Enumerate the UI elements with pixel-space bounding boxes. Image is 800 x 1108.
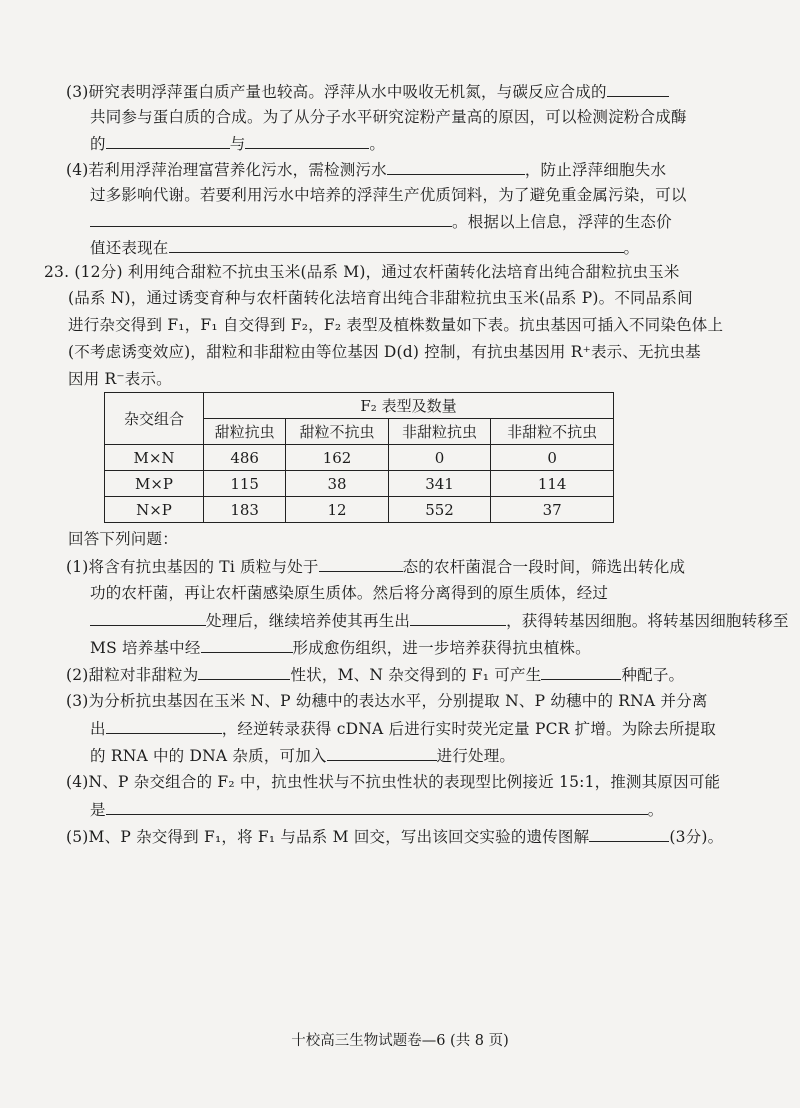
answer-intro: 回答下列问题： — [68, 530, 178, 548]
f2-phenotype-table — [104, 392, 614, 523]
q22-part3-line3: 的 与 。 — [90, 132, 385, 154]
q23-part4-line1: (4)N、P 杂交组合的 F₂ 中，抗虫性状与不抗虫性状的表现型比例接近 15:1，推测其原因可能 — [66, 773, 721, 791]
table-row: M×P 115 38 341 114 — [105, 471, 614, 497]
q23-part1-line2: 功的农杆菌，再让农杆菌感染原生质体。然后将分离得到的原生质体，经过 — [90, 584, 609, 602]
answer-blank — [106, 798, 648, 815]
answer-blank — [106, 717, 222, 734]
q22-part4-line4: 值还表现在 。 — [90, 236, 639, 258]
answer-blank — [90, 609, 206, 626]
subheader: 非甜粒抗虫 — [388, 419, 491, 445]
q23-stem-line4: (不考虑诱变效应)，甜粒和非甜粒由等位基因 D(d) 控制，有抗虫基因用 R⁺表示、无抗虫基 — [68, 343, 701, 361]
answer-blank — [90, 210, 452, 227]
answer-blank — [201, 636, 293, 653]
table-row: M×N 486 162 0 0 — [105, 445, 614, 471]
table-row: N×P 183 12 552 37 — [105, 497, 614, 523]
answer-blank — [106, 132, 230, 149]
q23-stem-line1: 23. (12分) 利用纯合甜粒不抗虫玉米(品系 M)，通过农杆菌转化法培育出纯合甜粒抗虫玉米 — [44, 263, 680, 281]
q23-part3-line2: 出 ，经逆转录获得 cDNA 后进行实时荧光定量 PCR 扩增。为除去所提取 — [90, 717, 716, 739]
q22-part4-line2: 过多影响代谢。若要利用污水中培养的浮萍生产优质饲料，为了避免重金属污染，可以 — [90, 186, 687, 204]
answer-blank — [589, 825, 669, 842]
q23-part1-line4: MS 培养基中经 形成愈伤组织，进一步培养获得抗虫植株。 — [90, 636, 591, 658]
q23-part5: (5)M、P 杂交得到 F₁，将 F₁ 与品系 M 回交，写出该回交实验的遗传图解 (3分)。 — [66, 825, 723, 847]
answer-blank — [245, 132, 369, 149]
subheader: 甜粒不抗虫 — [286, 419, 389, 445]
answer-blank — [198, 663, 290, 680]
header-cross: 杂交组合 — [105, 393, 204, 445]
q23-part1-line3: 处理后，继续培养使其再生出 ，获得转基因细胞。将转基因细胞转移至 — [90, 609, 789, 631]
q23-part1-line1: (1)将含有抗虫基因的 Ti 质粒与处于 态的农杆菌混合一段时间，筛选出转化成 — [66, 555, 685, 577]
header-f2: F₂ 表型及数量 — [204, 393, 614, 419]
q22-part4-line1: (4)若利用浮萍治理富营养化污水，需检测污水 ，防止浮萍细胞失水 — [66, 158, 666, 180]
q23-part4-line2: 是 。 — [90, 798, 663, 820]
subheader: 甜粒抗虫 — [204, 419, 286, 445]
q22-part3-line1: (3)研究表明浮萍蛋白质产量也较高。浮萍从水中吸收无机氮，与碳反应合成的 — [66, 80, 669, 102]
q23-part2: (2)甜粒对非甜粒为 性状，M、N 杂交得到的 F₁ 可产生 种配子。 — [66, 663, 684, 685]
q22-part3-line2: 共同参与蛋白质的合成。为了从分子水平研究淀粉产量高的原因，可以检测淀粉合成酶 — [90, 108, 687, 126]
q23-stem-line2: (品系 N)，通过诱变育种与农杆菌转化法培育出纯合非甜粒抗虫玉米(品系 P)。不同品系间 — [68, 289, 693, 307]
answer-blank — [169, 236, 624, 253]
answer-blank — [541, 663, 621, 680]
page-footer: 十校高三生物试题卷—6 (共 8 页) — [291, 1033, 509, 1049]
answer-blank — [607, 80, 669, 97]
answer-blank — [319, 555, 403, 572]
subheader: 非甜粒不抗虫 — [491, 419, 614, 445]
q22-part4-line3: 。根据以上信息，浮萍的生态价 — [90, 210, 672, 232]
q23-stem-line5: 因用 R⁻表示。 — [68, 370, 172, 388]
q23-part3-line3: 的 RNA 中的 DNA 杂质，可加入 进行处理。 — [90, 744, 515, 766]
answer-blank — [410, 609, 506, 626]
answer-blank — [327, 744, 437, 761]
q23-stem-line3: 进行杂交得到 F₁，F₁ 自交得到 F₂，F₂ 表型及植株数量如下表。抗虫基因可插入不同染色体上 — [68, 316, 724, 334]
answer-blank — [387, 158, 525, 175]
q23-part3-line1: (3)为分析抗虫基因在玉米 N、P 幼穗中的表达水平，分别提取 N、P 幼穗中的 RNA 并分离 — [66, 692, 708, 710]
